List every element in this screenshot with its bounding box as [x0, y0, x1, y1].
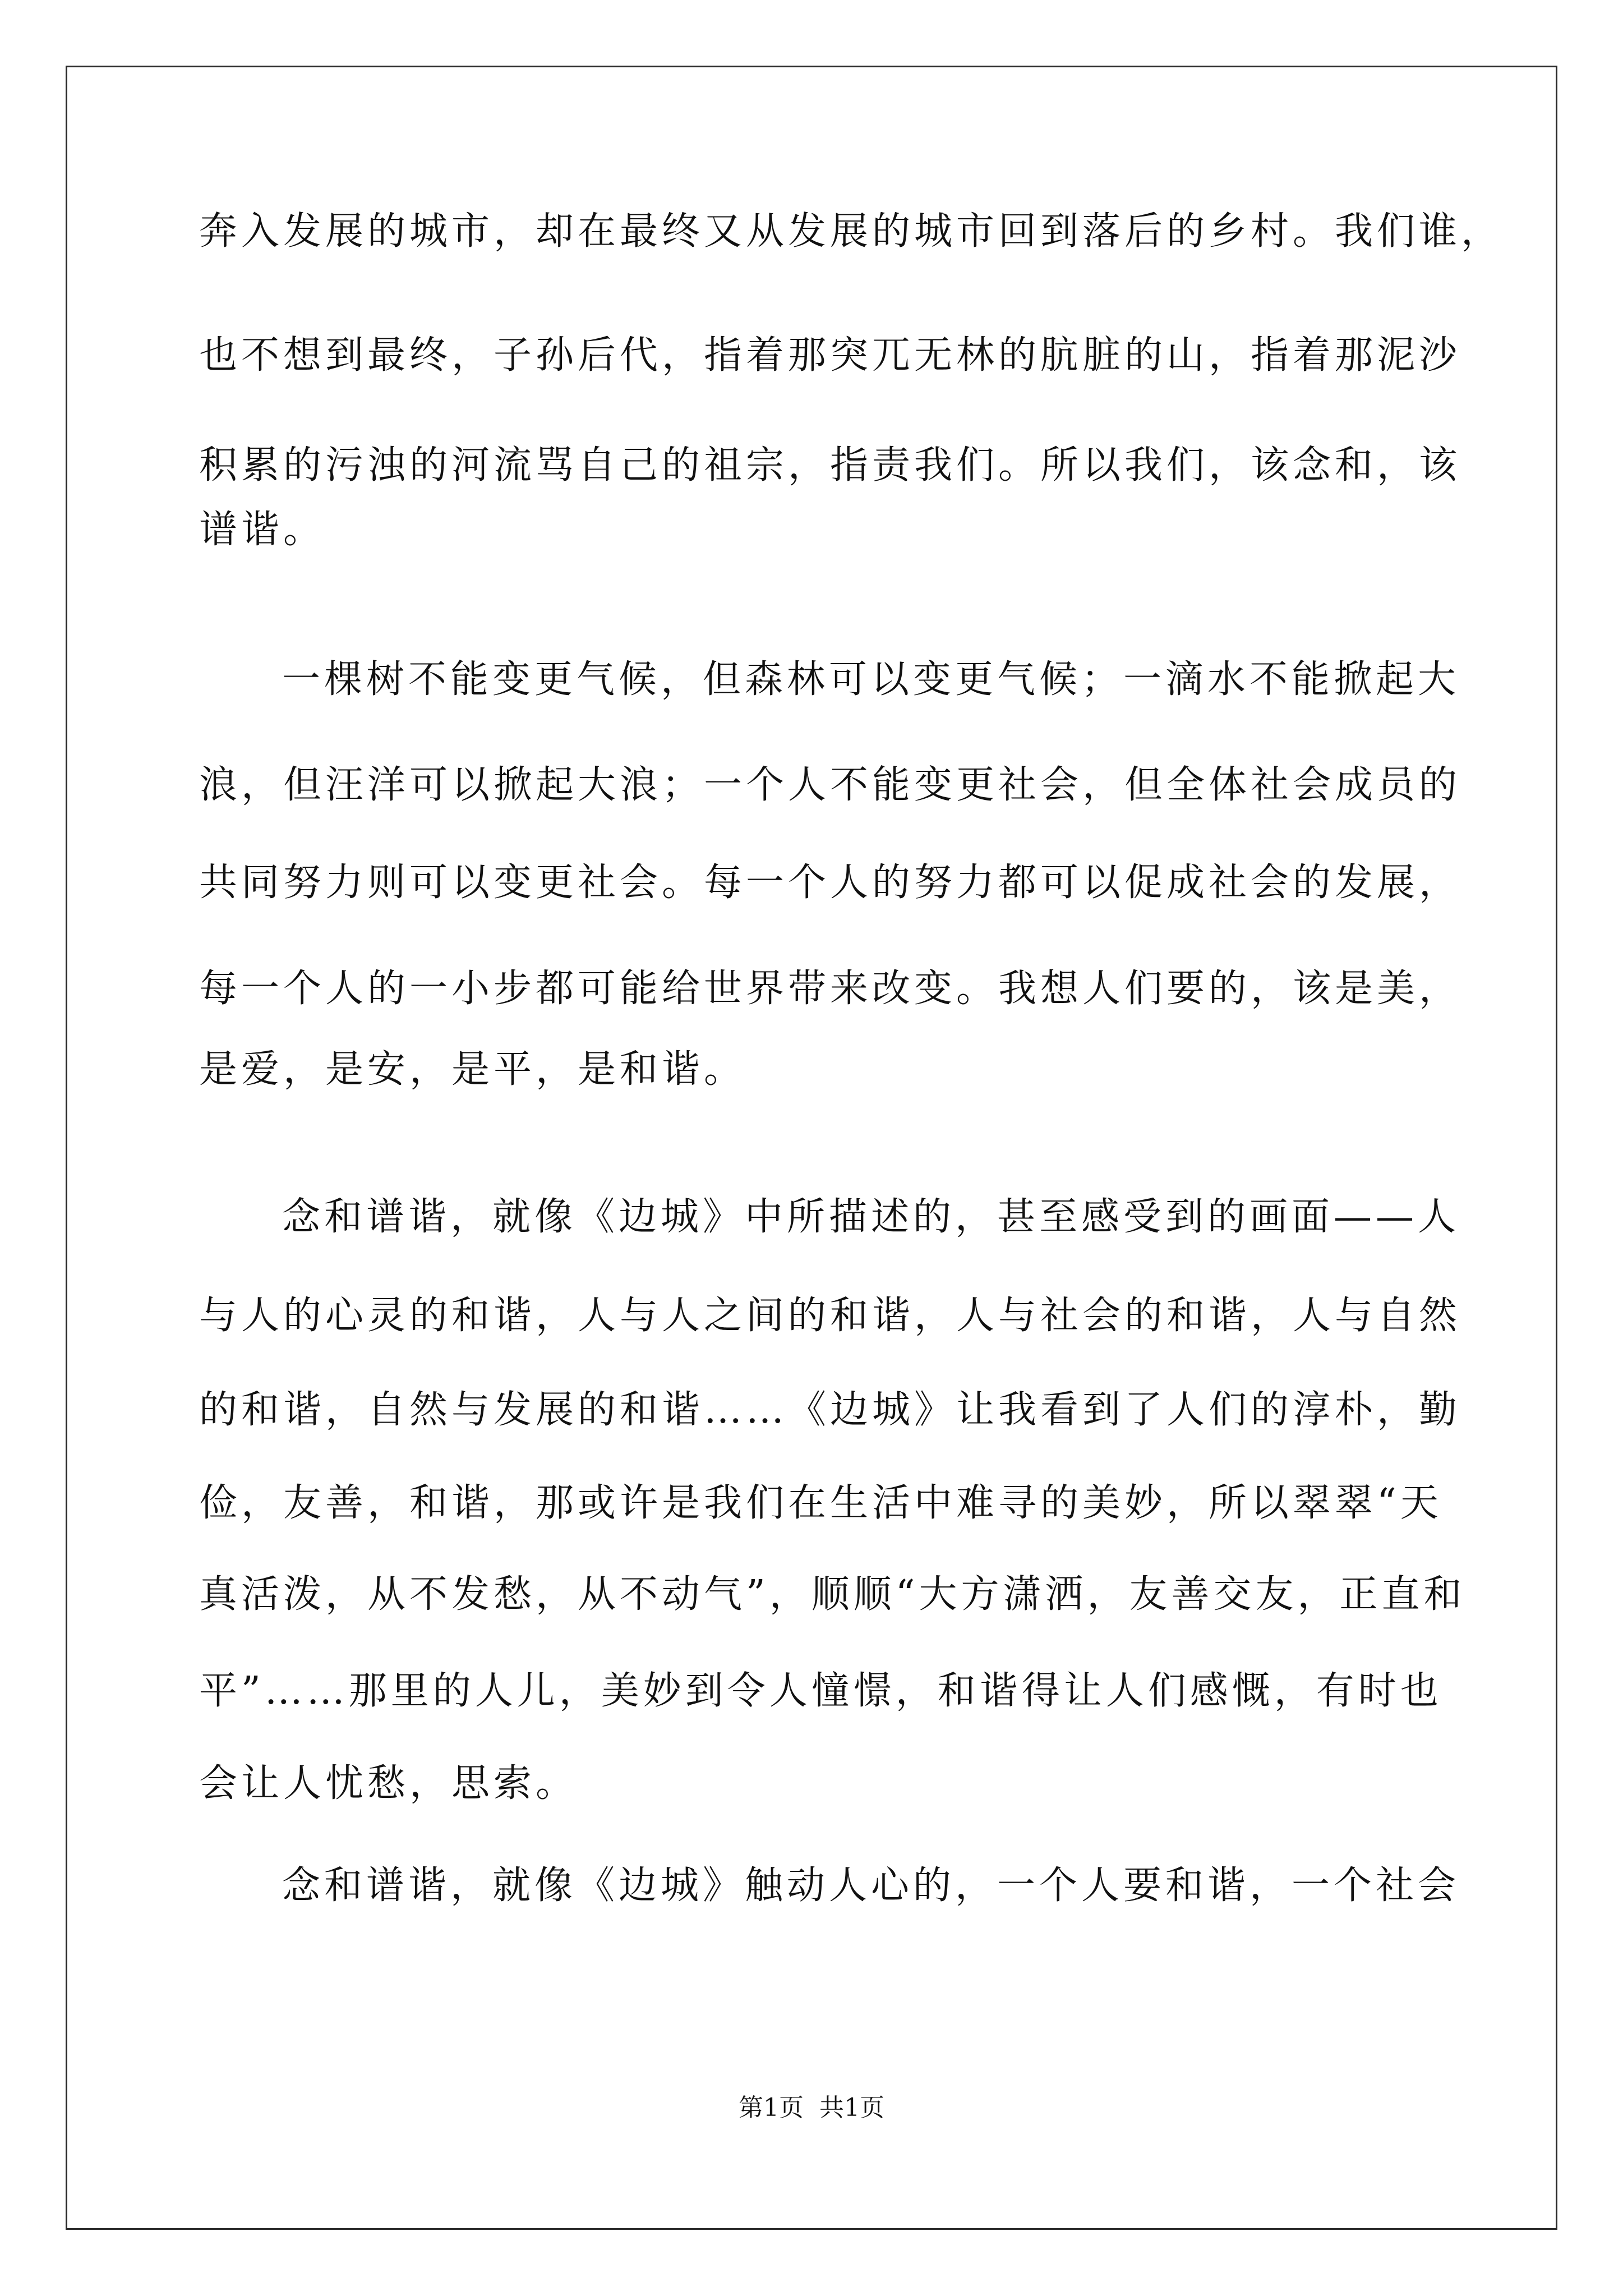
text-line: 谱谐。: [199, 508, 326, 552]
text-line: 奔入发展的城市，却在最终又从发展的城市回到落后的乡村。我们谁，: [199, 209, 1504, 254]
text-line: 与人的心灵的和谐，人与人之间的和谐，人与社会的和谐，人与自然: [199, 1294, 1461, 1338]
text-line: 俭，友善，和谐，那或许是我们在生活中难寻的美妙，所以翠翠“天: [199, 1481, 1442, 1525]
text-line: 是爱，是安，是平，是和谐。: [199, 1047, 746, 1092]
text-line: 共同努力则可以变更社会。每一个人的努力都可以促成社会的发展，: [199, 861, 1461, 905]
text-line: 念和谱谐，就像《边城》触动人心的，一个人要和谐，一个社会: [282, 1864, 1460, 1908]
text-line: 平”……那里的人儿，美妙到令人憧憬，和谐得让人们感慨，有时也: [199, 1669, 1442, 1713]
text-line: 积累的污浊的河流骂自己的祖宗，指责我们。所以我们，该念和，该: [199, 443, 1461, 487]
page-number: 第1页 共1页: [739, 2093, 884, 2122]
text-line: 浪，但汪洋可以掀起大浪；一个人不能变更社会，但全体社会成员的: [199, 763, 1461, 807]
text-line: 真活泼，从不发愁，从不动气”，顺顺“大方潇洒，友善交友，正直和: [199, 1572, 1466, 1617]
text-line: 也不想到最终，子孙后代，指着那突兀无林的肮脏的山，指着那泥沙: [199, 333, 1461, 378]
text-line: 一棵树不能变更气候，但森林可以变更气候；一滴水不能掀起大: [282, 657, 1460, 702]
text-line: 的和谐，自然与发展的和谐……《边城》让我看到了人们的淳朴，勤: [199, 1388, 1461, 1432]
text-line: 念和谱谐，就像《边城》中所描述的，甚至感受到的画面——人: [282, 1195, 1460, 1239]
text-line: 会让人忧愁，思索。: [199, 1761, 578, 1806]
text-line: 每一个人的一小步都可能给世界带来改变。我想人们要的，该是美，: [199, 967, 1461, 1011]
